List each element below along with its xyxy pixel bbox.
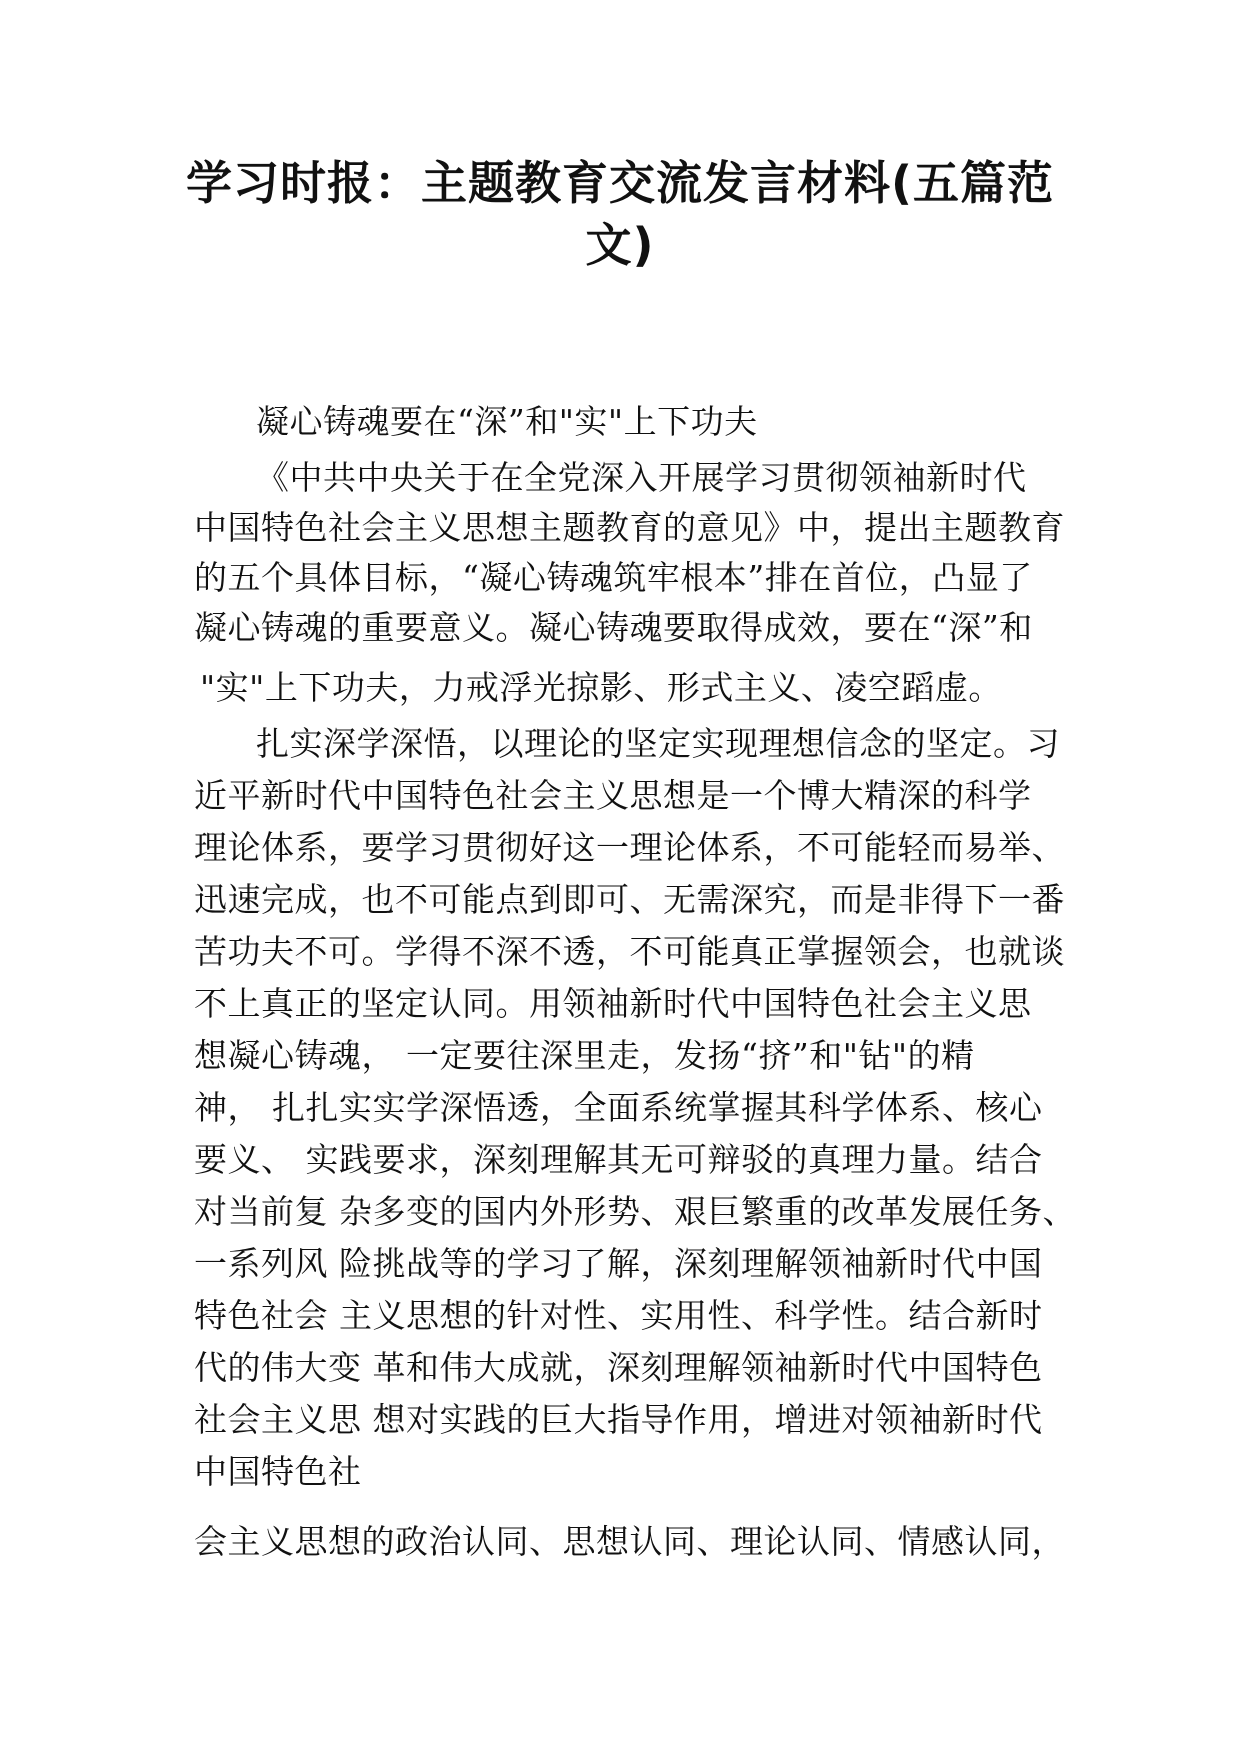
section-heading: 凝心铸魂要在“深”和"实"上下功夫 <box>256 402 758 441</box>
paragraph-line: 理论体系，要学习贯彻好这一理论体系，不可能轻而易举、 <box>194 828 1065 867</box>
paragraph-line: 一系列风 险挑战等的学习了解，深刻理解领袖新时代中国 <box>194 1244 1043 1283</box>
paragraph-line: 不上真正的坚定认同。用领袖新时代中国特色社会主义思 <box>194 984 1032 1023</box>
paragraph-line: 迅速完成，也不可能点到即可、无需深究，而是非得下一番 <box>194 880 1065 919</box>
paragraph-line: 社会主义思 想对实践的巨大指导作用，增进对领袖新时代 <box>194 1400 1043 1439</box>
paragraph-line: 苦功夫不可。学得不深不透，不可能真正掌握领会，也就谈 <box>194 932 1065 971</box>
document-title-line-1: 学习时报：主题教育交流发言材料(五篇范 <box>185 156 1055 210</box>
paragraph-line: 代的伟大变 革和伟大成就，深刻理解领袖新时代中国特色 <box>194 1348 1043 1387</box>
paragraph-line: 中国特色社 <box>194 1452 362 1491</box>
paragraph-line: 对当前复 杂多变的国内外形势、艰巨繁重的改革发展任务、 <box>194 1192 1076 1231</box>
paragraph-line: 神， 扎扎实实学深悟透，全面系统掌握其科学体系、核心 <box>194 1088 1043 1127</box>
paragraph-line: 想凝心铸魂， 一定要往深里走，发扬“挤”和"钻"的精 <box>194 1036 975 1075</box>
paragraph-line: 《中共中央关于在全党深入开展学习贯彻领袖新时代 <box>256 458 1027 497</box>
paragraph-line: 扎实深学深悟，以理论的坚定实现理想信念的坚定。习 <box>256 724 1060 763</box>
paragraph-line: 近平新时代中国特色社会主义思想是一个博大精深的科学 <box>194 776 1032 815</box>
paragraph-line: 的五个具体目标，“凝心铸魂筑牢根本”排在首位，凸显了 <box>194 558 1033 597</box>
paragraph-line: 会主义思想的政治认同、思想认同、理论认同、情感认同， <box>194 1522 1065 1561</box>
paragraph-line: 要义、 实践要求，深刻理解其无可辩驳的真理力量。结合 <box>194 1140 1043 1179</box>
paragraph-line: 特色社会 主义思想的针对性、实用性、科学性。结合新时 <box>194 1296 1043 1335</box>
paragraph-line: 中国特色社会主义思想主题教育的意见》中，提出主题教育 <box>194 508 1065 547</box>
paragraph-line: 凝心铸魂的重要意义。凝心铸魂要取得成效，要在“深”和 <box>194 608 1033 647</box>
paragraph-line: "实"上下功夫，力戒浮光掠影、形式主义、凌空蹈虚。 <box>200 668 1002 707</box>
document-title-line-2: 文) <box>585 218 655 272</box>
